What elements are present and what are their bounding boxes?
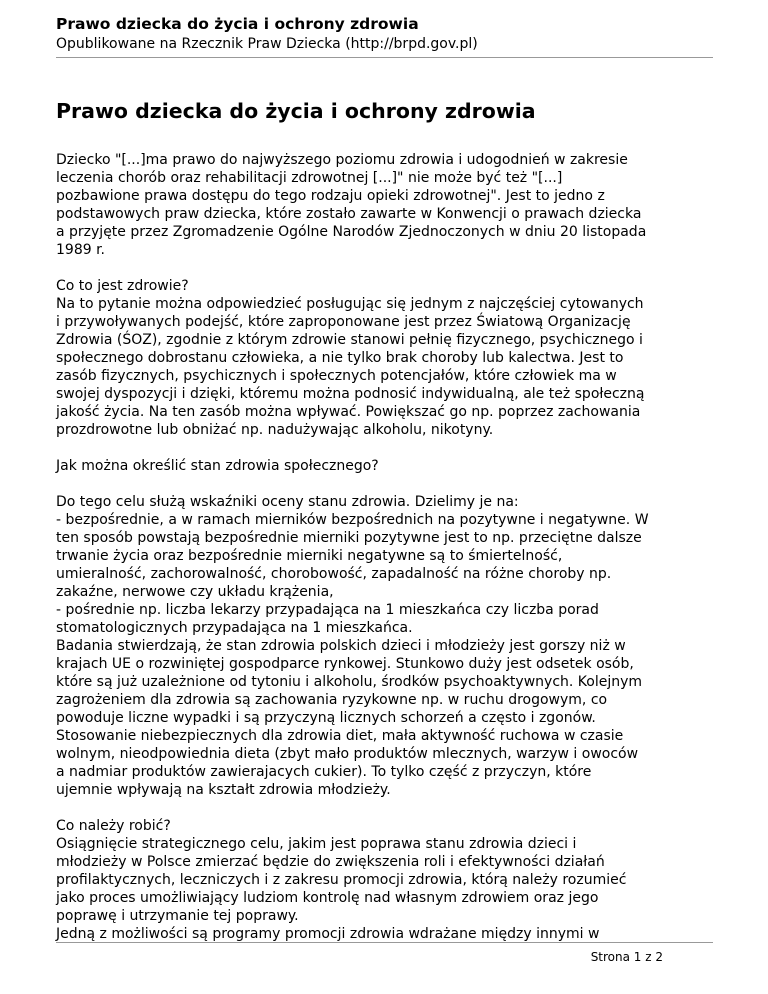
footer-divider [56,942,713,943]
header-source: Opublikowane na Rzecznik Praw Dziecka (http://brpd.gov.pl) [56,36,478,52]
header-title: Prawo dziecka do życia i ochrony zdrowia [56,15,419,33]
article-body [56,151,713,943]
page-number: Strona 1 z 2 [590,950,663,964]
article-title: Prawo dziecka do życia i ochrony zdrowia [56,99,536,123]
paragraph-what-is-health: Co to jest zdrowie? Na to pytanie można odpowiedzieć posługując się jednym z najczęściej cytowanych i przywoływanych podejść, które zaproponowane jest przez Światową Organizację Zdrowia (ŚOZ), zgodnie z którym zdrowie stanowi pełnię fizycznego, psychicznego i społecznego dobrostanu człowieka, a nie tylko brak choroby lub kalectwa. Jest to zasób fizycznych, psychicznych i społecznych potencjałów, które człowiek ma w swojej dyspozycji i dzięki, któremu można podnosić indywidualną, ale też społeczną jakość życia. Na ten zasób można wpływać. Powiększać go np. poprzez zachowania prozdrowotne lub obniżać np. nadużywając alkoholu, nikotyny. [56,278,645,438]
header-divider [56,57,713,58]
paragraph-what-to-do: Co należy robić? Osiągnięcie strategicznego celu, jakim jest poprawa stanu zdrowia dzieci i młodzieży w Polsce zmierzać będzie do zwiększenia roli i efektywności działań profilaktycznych, leczniczych i z zakresu promocji zdrowia, którą należy rozumieć jako proces umożliwiający ludziom kontrolę nad własnym zdrowiem oraz jego poprawę i utrzymanie tej poprawy. Jedną z możliwości są programy promocji zdrowia wdrażane między innymi w [56,818,627,942]
paragraph-intro: Dziecko "[...]ma prawo do najwyższego poziomu zdrowia i udogodnień w zakresie leczenia chorób oraz rehabilitacji zdrowotnej [...]" nie może być też "[...] pozbawione prawa dostępu do tego rodzaju opieki zdrowotnej". Jest to jedno z podstawowych praw dziecka, które zostało zawarte w Konwencji o prawach dziecka a przyjęte przez Zgromadzenie Ogólne Narodów Zjednoczonych w dniu 20 listopada 1989 r. [56,152,647,258]
paragraph-question: Jak można określić stan zdrowia społecznego? [56,458,379,474]
paragraph-indicators: Do tego celu służą wskaźniki oceny stanu zdrowia. Dzielimy je na: - bezpośrednie, a w ramach mierników bezpośrednich na pozytywne i negatywne. W ten sposób powstają bezpośrednie mierniki pozytywne jest to np. przeciętne dalsze trwanie życia oraz bezpośrednie mierniki negatywne są to śmiertelność, umieralność, zachorowalność, chorobowość, zapadalność na różne choroby np. zakaźne, nerwowe czy układu krążenia, - pośrednie np. liczba lekarzy przypadająca na 1 mieszkańca czy liczba porad stomatologicznych przypadająca na 1 mieszkańca. Badania stwierdzają, że stan zdrowia polskich dzieci i młodzieży jest gorszy niż w krajach UE o rozwiniętej gospodparce rynkowej. Stunkowo duży jest odsetek osób, które są już uzależnione od tytoniu i alkoholu, środków psychoaktywnych. Kolejnym zagrożeniem dla zdrowia są zachowania ryzykowne np. w ruchu drogowym, co powoduje liczne wypadki i są przyczyną licznych schorzeń a często i zgonów. Stosowanie niebezpiecznych dla zdrowia diet, mała aktywność ruchowa w czasie wolnym, nieodpowiednia dieta (zbyt mało produktów mlecznych, warzyw i owoców a nadmiar produktów zawierajacych cukier). To tylko część z przyczyn, które ujemnie wpływają na kształt zdrowia młodzieży. [56,494,649,798]
